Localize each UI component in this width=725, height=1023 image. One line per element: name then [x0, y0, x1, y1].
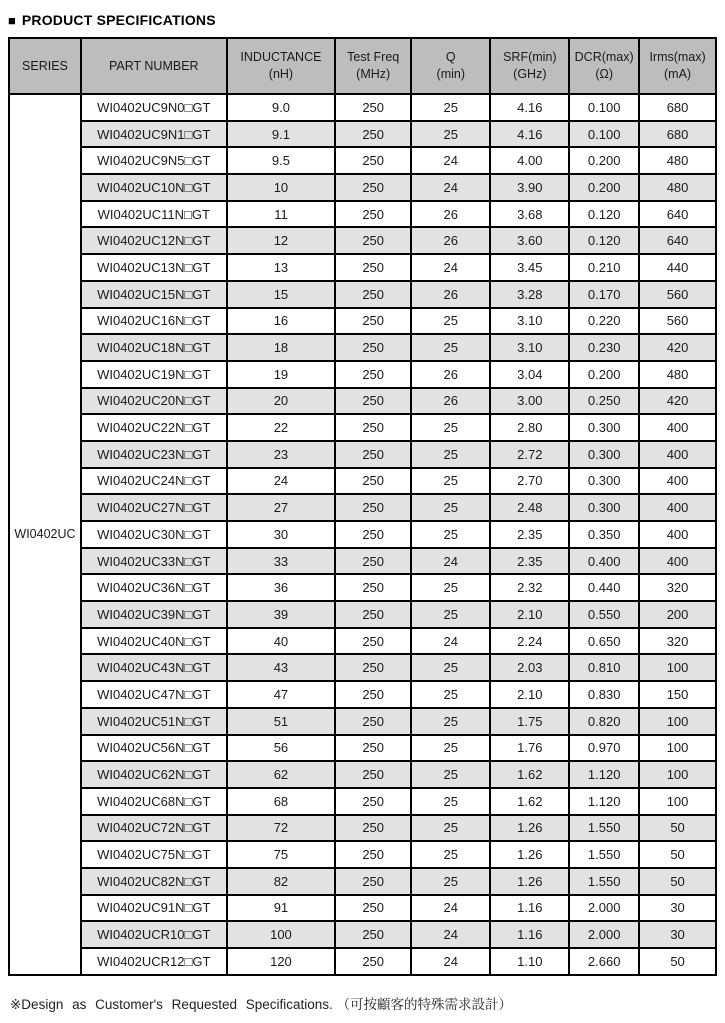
- value-cell: 24: [411, 895, 490, 922]
- value-cell: 82: [227, 868, 336, 895]
- table-row: [9, 681, 716, 708]
- value-cell: 250: [335, 308, 411, 335]
- table-row: [9, 521, 716, 548]
- part-number-cell: WI0402UC33N□GT: [81, 548, 227, 575]
- table-row: [9, 254, 716, 281]
- table-row: [9, 708, 716, 735]
- value-cell: 12: [227, 227, 336, 254]
- value-cell: 25: [411, 841, 490, 868]
- column-header-inductance: INDUCTANCE (nH): [227, 38, 336, 94]
- value-cell: 62: [227, 761, 336, 788]
- value-cell: 25: [411, 94, 490, 121]
- value-cell: 1.26: [490, 815, 569, 842]
- value-cell: 30: [639, 921, 716, 948]
- table-row: [9, 201, 716, 228]
- table-row: [9, 761, 716, 788]
- table-row: [9, 121, 716, 148]
- value-cell: 0.200: [569, 147, 639, 174]
- value-cell: 1.120: [569, 788, 639, 815]
- value-cell: 2.03: [490, 654, 569, 681]
- value-cell: 25: [411, 735, 490, 762]
- value-cell: 0.210: [569, 254, 639, 281]
- table-row: [9, 841, 716, 868]
- value-cell: 250: [335, 494, 411, 521]
- column-header-irms-max: Irms(max) (mA): [639, 38, 716, 94]
- value-cell: 480: [639, 174, 716, 201]
- value-cell: 0.810: [569, 654, 639, 681]
- value-cell: 25: [411, 761, 490, 788]
- value-cell: 250: [335, 788, 411, 815]
- value-cell: 250: [335, 147, 411, 174]
- table-row: [9, 574, 716, 601]
- value-cell: 2.000: [569, 921, 639, 948]
- value-cell: 25: [411, 308, 490, 335]
- value-cell: 0.230: [569, 334, 639, 361]
- part-number-cell: WI0402UC24N□GT: [81, 468, 227, 495]
- column-header-srf-min: SRF(min) (GHz): [490, 38, 569, 94]
- table-row: [9, 895, 716, 922]
- value-cell: 19: [227, 361, 336, 388]
- value-cell: 25: [411, 441, 490, 468]
- value-cell: 30: [227, 521, 336, 548]
- part-number-cell: WI0402UC72N□GT: [81, 815, 227, 842]
- table-row: [9, 628, 716, 655]
- value-cell: 2.35: [490, 521, 569, 548]
- value-cell: 33: [227, 548, 336, 575]
- part-number-cell: WI0402UC10N□GT: [81, 174, 227, 201]
- value-cell: 30: [639, 895, 716, 922]
- value-cell: 250: [335, 815, 411, 842]
- value-cell: 250: [335, 735, 411, 762]
- table-row: [9, 468, 716, 495]
- value-cell: 250: [335, 414, 411, 441]
- value-cell: 15: [227, 281, 336, 308]
- value-cell: 25: [411, 494, 490, 521]
- value-cell: 0.300: [569, 494, 639, 521]
- value-cell: 0.300: [569, 441, 639, 468]
- value-cell: 250: [335, 174, 411, 201]
- value-cell: 100: [639, 761, 716, 788]
- value-cell: 3.60: [490, 227, 569, 254]
- series-cell: WI0402UC: [9, 94, 81, 975]
- value-cell: 100: [639, 708, 716, 735]
- value-cell: 250: [335, 895, 411, 922]
- table-row: [9, 414, 716, 441]
- value-cell: 250: [335, 468, 411, 495]
- value-cell: 0.300: [569, 468, 639, 495]
- part-number-cell: WI0402UC9N0□GT: [81, 94, 227, 121]
- value-cell: 2.35: [490, 548, 569, 575]
- part-number-cell: WI0402UC19N□GT: [81, 361, 227, 388]
- value-cell: 0.120: [569, 201, 639, 228]
- part-number-cell: WI0402UCR10□GT: [81, 921, 227, 948]
- table-row: [9, 601, 716, 628]
- part-number-cell: WI0402UC30N□GT: [81, 521, 227, 548]
- product-spec-table: [8, 37, 717, 976]
- part-number-cell: WI0402UC13N□GT: [81, 254, 227, 281]
- table-row: [9, 868, 716, 895]
- value-cell: 3.68: [490, 201, 569, 228]
- part-number-cell: WI0402UC15N□GT: [81, 281, 227, 308]
- table-header-row: [9, 38, 716, 94]
- value-cell: 250: [335, 548, 411, 575]
- value-cell: 43: [227, 654, 336, 681]
- value-cell: 320: [639, 574, 716, 601]
- section-bullet-icon: ■: [8, 12, 16, 28]
- value-cell: 2.000: [569, 895, 639, 922]
- value-cell: 1.62: [490, 761, 569, 788]
- value-cell: 0.300: [569, 414, 639, 441]
- value-cell: 150: [639, 681, 716, 708]
- value-cell: 3.45: [490, 254, 569, 281]
- value-cell: 25: [411, 708, 490, 735]
- value-cell: 1.26: [490, 841, 569, 868]
- table-row: [9, 308, 716, 335]
- table-row: [9, 281, 716, 308]
- value-cell: 9.1: [227, 121, 336, 148]
- value-cell: 25: [411, 414, 490, 441]
- value-cell: 250: [335, 281, 411, 308]
- value-cell: 400: [639, 548, 716, 575]
- part-number-cell: WI0402UC62N□GT: [81, 761, 227, 788]
- value-cell: 1.16: [490, 921, 569, 948]
- value-cell: 250: [335, 708, 411, 735]
- part-number-cell: WI0402UC16N□GT: [81, 308, 227, 335]
- table-row: [9, 174, 716, 201]
- value-cell: 3.04: [490, 361, 569, 388]
- value-cell: 56: [227, 735, 336, 762]
- table-row: [9, 815, 716, 842]
- value-cell: 250: [335, 868, 411, 895]
- value-cell: 3.90: [490, 174, 569, 201]
- value-cell: 3.00: [490, 388, 569, 415]
- part-number-cell: WI0402UC11N□GT: [81, 201, 227, 228]
- table-row: [9, 494, 716, 521]
- value-cell: 1.26: [490, 868, 569, 895]
- part-number-cell: WI0402UC9N1□GT: [81, 121, 227, 148]
- part-number-cell: WI0402UC9N5□GT: [81, 147, 227, 174]
- value-cell: 1.550: [569, 815, 639, 842]
- value-cell: 250: [335, 574, 411, 601]
- value-cell: 51: [227, 708, 336, 735]
- part-number-cell: WI0402UC18N□GT: [81, 334, 227, 361]
- table-row: [9, 361, 716, 388]
- value-cell: 0.220: [569, 308, 639, 335]
- value-cell: 50: [639, 815, 716, 842]
- value-cell: 27: [227, 494, 336, 521]
- value-cell: 3.10: [490, 308, 569, 335]
- value-cell: 23: [227, 441, 336, 468]
- value-cell: 100: [639, 654, 716, 681]
- value-cell: 400: [639, 441, 716, 468]
- value-cell: 1.550: [569, 868, 639, 895]
- value-cell: 26: [411, 201, 490, 228]
- value-cell: 250: [335, 388, 411, 415]
- value-cell: 24: [411, 254, 490, 281]
- value-cell: 0.120: [569, 227, 639, 254]
- value-cell: 400: [639, 521, 716, 548]
- value-cell: 4.16: [490, 94, 569, 121]
- value-cell: 250: [335, 121, 411, 148]
- value-cell: 50: [639, 841, 716, 868]
- value-cell: 250: [335, 681, 411, 708]
- table-row: [9, 948, 716, 975]
- table-row: [9, 94, 716, 121]
- value-cell: 0.250: [569, 388, 639, 415]
- value-cell: 9.5: [227, 147, 336, 174]
- value-cell: 480: [639, 361, 716, 388]
- table-row: [9, 388, 716, 415]
- value-cell: 250: [335, 601, 411, 628]
- value-cell: 0.200: [569, 361, 639, 388]
- table-header: [9, 38, 716, 94]
- value-cell: 100: [227, 921, 336, 948]
- part-number-cell: WI0402UC27N□GT: [81, 494, 227, 521]
- table-row: [9, 548, 716, 575]
- value-cell: 1.10: [490, 948, 569, 975]
- value-cell: 0.970: [569, 735, 639, 762]
- value-cell: 1.76: [490, 735, 569, 762]
- part-number-cell: WI0402UC82N□GT: [81, 868, 227, 895]
- value-cell: 250: [335, 441, 411, 468]
- value-cell: 0.100: [569, 121, 639, 148]
- value-cell: 10: [227, 174, 336, 201]
- value-cell: 25: [411, 121, 490, 148]
- value-cell: 250: [335, 921, 411, 948]
- column-header-dcr-max: DCR(max) (Ω): [569, 38, 639, 94]
- part-number-cell: WI0402UC36N□GT: [81, 574, 227, 601]
- part-number-cell: WI0402UC39N□GT: [81, 601, 227, 628]
- part-number-cell: WI0402UC68N□GT: [81, 788, 227, 815]
- value-cell: 25: [411, 788, 490, 815]
- part-number-cell: WI0402UC56N□GT: [81, 735, 227, 762]
- value-cell: 2.660: [569, 948, 639, 975]
- footnote-zh: （可按顧客的特殊需求設計）: [336, 996, 513, 1012]
- value-cell: 400: [639, 494, 716, 521]
- value-cell: 91: [227, 895, 336, 922]
- column-header-part-number: PART NUMBER: [81, 38, 227, 94]
- part-number-cell: WI0402UCR12□GT: [81, 948, 227, 975]
- value-cell: 47: [227, 681, 336, 708]
- value-cell: 24: [411, 147, 490, 174]
- value-cell: 25: [411, 334, 490, 361]
- footnote-en: ※Design as Customer's Requested Specifications.: [10, 996, 333, 1012]
- value-cell: 480: [639, 147, 716, 174]
- value-cell: 0.440: [569, 574, 639, 601]
- value-cell: 0.830: [569, 681, 639, 708]
- value-cell: 3.28: [490, 281, 569, 308]
- value-cell: 250: [335, 841, 411, 868]
- section-title-text: PRODUCT SPECIFICATIONS: [21, 12, 216, 28]
- part-number-cell: WI0402UC91N□GT: [81, 895, 227, 922]
- value-cell: 24: [411, 921, 490, 948]
- value-cell: 40: [227, 628, 336, 655]
- value-cell: 26: [411, 281, 490, 308]
- table-row: [9, 921, 716, 948]
- value-cell: 25: [411, 521, 490, 548]
- value-cell: 1.16: [490, 895, 569, 922]
- value-cell: 0.170: [569, 281, 639, 308]
- value-cell: 250: [335, 521, 411, 548]
- value-cell: 24: [411, 548, 490, 575]
- table-row: [9, 334, 716, 361]
- value-cell: 25: [411, 574, 490, 601]
- section-title: [8, 12, 717, 28]
- value-cell: 72: [227, 815, 336, 842]
- value-cell: 2.80: [490, 414, 569, 441]
- value-cell: 24: [411, 628, 490, 655]
- value-cell: 25: [411, 468, 490, 495]
- value-cell: 24: [411, 174, 490, 201]
- part-number-cell: WI0402UC20N□GT: [81, 388, 227, 415]
- value-cell: 2.10: [490, 601, 569, 628]
- value-cell: 250: [335, 227, 411, 254]
- value-cell: 2.72: [490, 441, 569, 468]
- value-cell: 20: [227, 388, 336, 415]
- value-cell: 0.820: [569, 708, 639, 735]
- value-cell: 420: [639, 334, 716, 361]
- value-cell: 250: [335, 254, 411, 281]
- value-cell: 2.24: [490, 628, 569, 655]
- value-cell: 50: [639, 948, 716, 975]
- table-row: [9, 227, 716, 254]
- column-header-test-freq: Test Freq (MHz): [335, 38, 411, 94]
- value-cell: 640: [639, 227, 716, 254]
- value-cell: 250: [335, 361, 411, 388]
- value-cell: 25: [411, 654, 490, 681]
- value-cell: 0.400: [569, 548, 639, 575]
- value-cell: 4.16: [490, 121, 569, 148]
- value-cell: 250: [335, 201, 411, 228]
- part-number-cell: WI0402UC22N□GT: [81, 414, 227, 441]
- value-cell: 75: [227, 841, 336, 868]
- value-cell: 68: [227, 788, 336, 815]
- table-row: [9, 147, 716, 174]
- value-cell: 320: [639, 628, 716, 655]
- value-cell: 250: [335, 94, 411, 121]
- value-cell: 3.10: [490, 334, 569, 361]
- value-cell: 2.10: [490, 681, 569, 708]
- part-number-cell: WI0402UC75N□GT: [81, 841, 227, 868]
- value-cell: 640: [639, 201, 716, 228]
- value-cell: 0.100: [569, 94, 639, 121]
- value-cell: 0.350: [569, 521, 639, 548]
- value-cell: 250: [335, 628, 411, 655]
- value-cell: 50: [639, 868, 716, 895]
- value-cell: 400: [639, 414, 716, 441]
- table-row: [9, 788, 716, 815]
- footnote: [10, 993, 717, 1013]
- value-cell: 400: [639, 468, 716, 495]
- value-cell: 0.650: [569, 628, 639, 655]
- value-cell: 1.75: [490, 708, 569, 735]
- value-cell: 1.62: [490, 788, 569, 815]
- value-cell: 25: [411, 601, 490, 628]
- column-header-series: SERIES: [9, 38, 81, 94]
- value-cell: 4.00: [490, 147, 569, 174]
- value-cell: 2.32: [490, 574, 569, 601]
- value-cell: 26: [411, 227, 490, 254]
- value-cell: 100: [639, 788, 716, 815]
- table-row: [9, 654, 716, 681]
- part-number-cell: WI0402UC51N□GT: [81, 708, 227, 735]
- value-cell: 560: [639, 308, 716, 335]
- value-cell: 250: [335, 761, 411, 788]
- value-cell: 250: [335, 948, 411, 975]
- value-cell: 440: [639, 254, 716, 281]
- part-number-cell: WI0402UC47N□GT: [81, 681, 227, 708]
- value-cell: 24: [411, 948, 490, 975]
- value-cell: 13: [227, 254, 336, 281]
- table-row: [9, 735, 716, 762]
- value-cell: 680: [639, 121, 716, 148]
- value-cell: 36: [227, 574, 336, 601]
- value-cell: 680: [639, 94, 716, 121]
- value-cell: 25: [411, 815, 490, 842]
- value-cell: 25: [411, 681, 490, 708]
- part-number-cell: WI0402UC23N□GT: [81, 441, 227, 468]
- value-cell: 0.200: [569, 174, 639, 201]
- value-cell: 100: [639, 735, 716, 762]
- value-cell: 11: [227, 201, 336, 228]
- value-cell: 16: [227, 308, 336, 335]
- value-cell: 18: [227, 334, 336, 361]
- value-cell: 26: [411, 361, 490, 388]
- value-cell: 2.70: [490, 468, 569, 495]
- value-cell: 250: [335, 334, 411, 361]
- value-cell: 200: [639, 601, 716, 628]
- value-cell: 0.550: [569, 601, 639, 628]
- value-cell: 250: [335, 654, 411, 681]
- table-row: [9, 441, 716, 468]
- value-cell: 1.120: [569, 761, 639, 788]
- value-cell: 9.0: [227, 94, 336, 121]
- part-number-cell: WI0402UC40N□GT: [81, 628, 227, 655]
- value-cell: 24: [227, 468, 336, 495]
- value-cell: 39: [227, 601, 336, 628]
- column-header-q: Q (min): [411, 38, 490, 94]
- value-cell: 1.550: [569, 841, 639, 868]
- value-cell: 560: [639, 281, 716, 308]
- part-number-cell: WI0402UC12N□GT: [81, 227, 227, 254]
- part-number-cell: WI0402UC43N□GT: [81, 654, 227, 681]
- value-cell: 26: [411, 388, 490, 415]
- value-cell: 2.48: [490, 494, 569, 521]
- table-body: [9, 94, 716, 975]
- value-cell: 120: [227, 948, 336, 975]
- value-cell: 22: [227, 414, 336, 441]
- value-cell: 25: [411, 868, 490, 895]
- value-cell: 420: [639, 388, 716, 415]
